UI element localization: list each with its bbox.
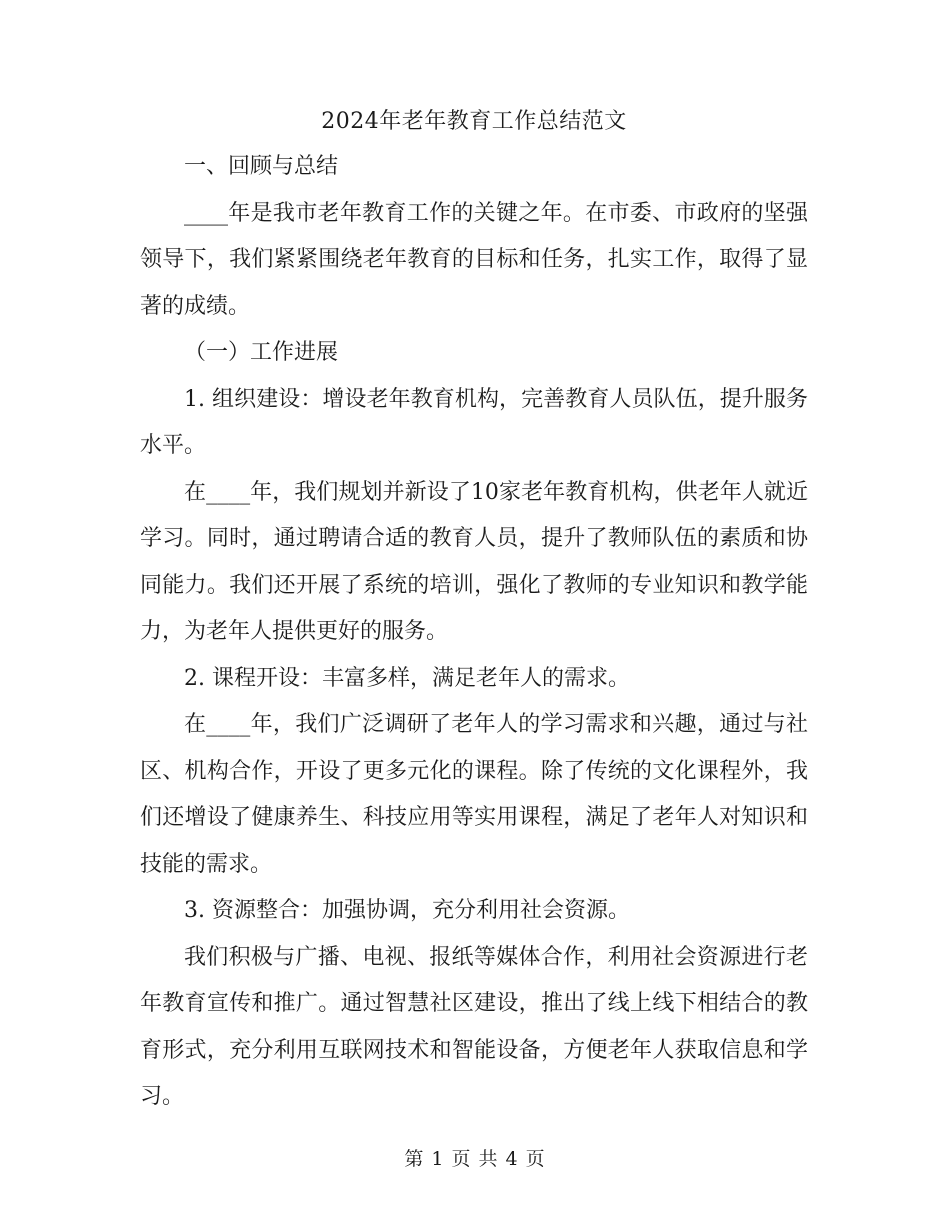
document-body bbox=[140, 100, 808, 1121]
item-heading-resources: 3. 资源整合：加强协调，充分利用社会资源。 bbox=[184, 898, 630, 923]
item-heading-courses: 2. 课程开设：丰富多样，满足老年人的需求。 bbox=[184, 665, 630, 691]
paragraph-organization: 在____年，我们规划并新设了10家老年教育机构，供老年人就近学习。同时，通过聘请合适的教育人员，提升了教师队伍的素质和协同能力。我们还开展了系统的培训，强化了教师的专业知识和教学能力，为老年人提供更好的服务。 bbox=[140, 479, 808, 644]
paragraph-courses: 在____年，我们广泛调研了老年人的学习需求和兴趣，通过与社区、机构合作，开设了更多元化的课程。除了传统的文化课程外，我们还增设了健康养生、科技应用等实用课程，满足了老年人对知识和技能的需求。 bbox=[140, 712, 808, 877]
document-title: 2024年老年教育工作总结范文 bbox=[321, 109, 627, 134]
item-heading-organization: 1. 组织建设：增设老年教育机构，完善教育人员队伍，提升服务水平。 bbox=[140, 386, 808, 458]
paragraph-intro: ____年是我市老年教育工作的关键之年。在市委、市政府的坚强领导下，我们紧紧围绕老年教育的目标和任务，扎实工作，取得了显著的成绩。 bbox=[140, 200, 808, 319]
subsection-heading-progress: （一）工作进展 bbox=[184, 340, 339, 365]
page-number-footer: 第 1 页 共 4 页 bbox=[404, 1148, 546, 1170]
section-heading-review: 一、回顾与总结 bbox=[184, 154, 339, 179]
paragraph-resources: 我们积极与广播、电视、报纸等媒体合作，利用社会资源进行老年教育宣传和推广。通过智慧社区建设，推出了线上线下相结合的教育形式，充分利用互联网技术和智能设备，方便老年人获取信息和学习。 bbox=[140, 944, 808, 1109]
